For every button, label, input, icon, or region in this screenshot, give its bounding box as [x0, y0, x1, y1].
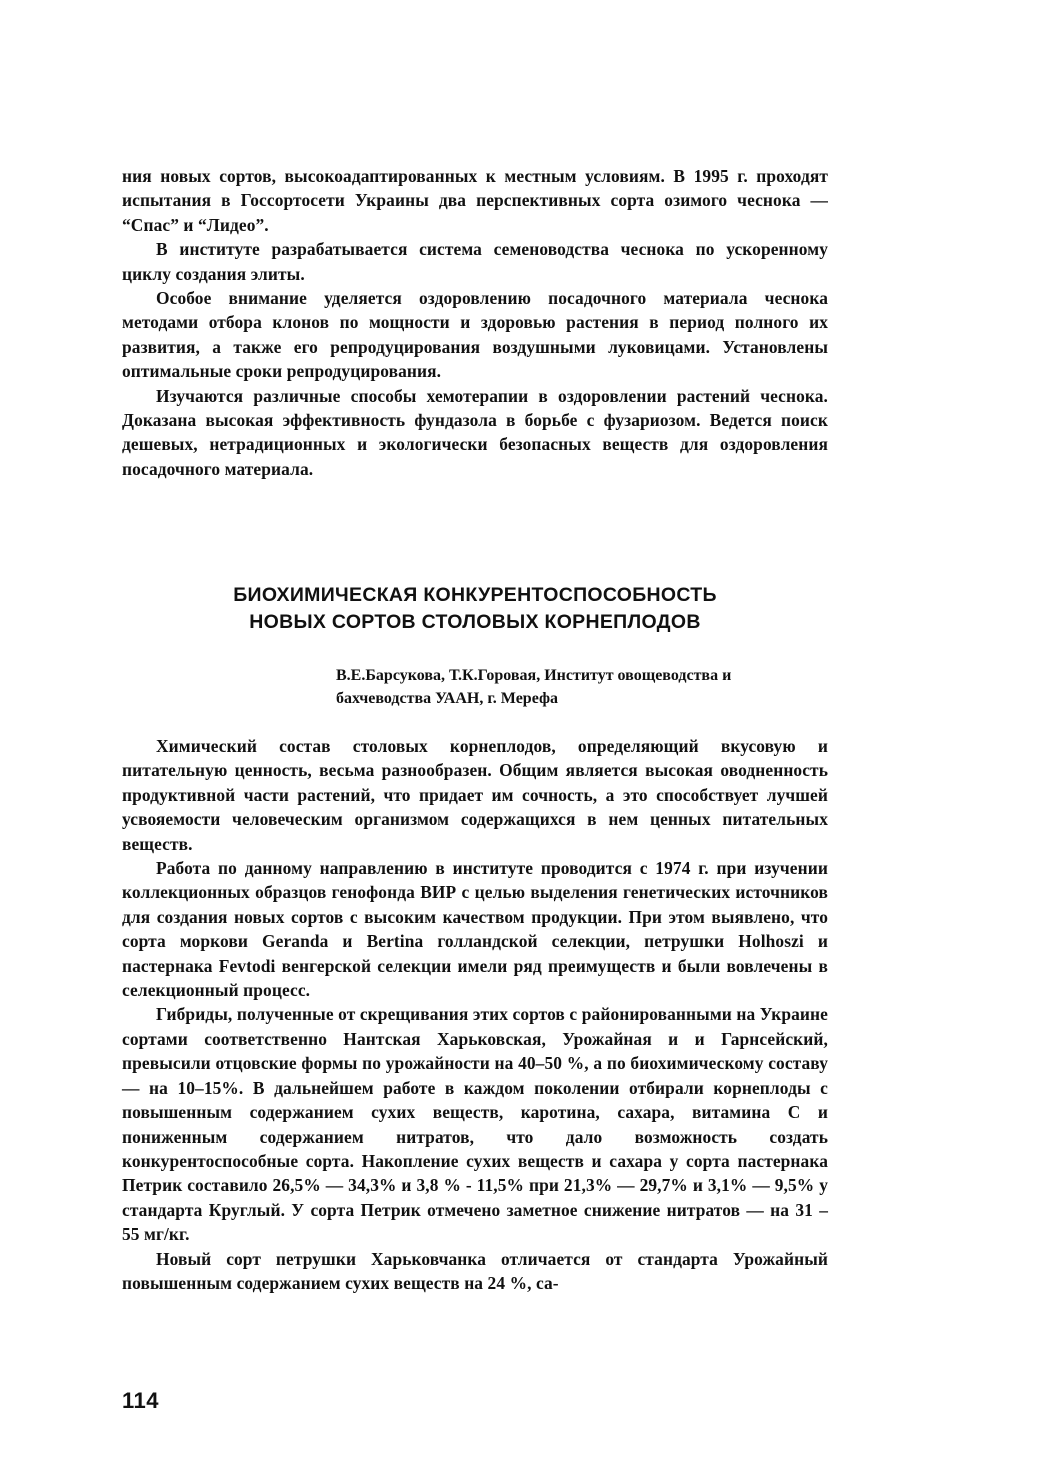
- page-number: 114: [122, 1388, 159, 1413]
- paragraph: ния новых сортов, высокоадаптированных к местным условиям. В 1995 г. проходят испытания в Госсортосети Украины два перспективных сорта озимого чеснока — “Спас” и “Лидео”.: [122, 166, 828, 235]
- paragraph: Новый сорт петрушки Харьковчанка отличается от стандарта Урожайный повышенным содержанием сухих веществ на 24 %, са-: [122, 1248, 828, 1293]
- article-body: [122, 734, 828, 1295]
- paragraph: Работа по данному направлению в институте проводится с 1974 г. при изучении коллекционных образцов генофонда ВИР с целью выделения генетических источников для создания новых сортов с высоким качеством продукции. При этом выявлено, что сорта моркови Geranda и Bertina голландской селекции, петрушки Holhoszi и пастернака Fevtodi венгерской селекции имели ряд преимуществ и были вовлечены в селекционный процесс.: [122, 858, 828, 1001]
- paragraph: Химический состав столовых корнеплодов, определяющий вкусовую и питательную ценность, весьма разнообразен. Общим является высокая оводненность продуктивной части растений, что придает им сочность, а это способствует лучшей усвояемости человеческим организмом содержащихся в нем ценных питательных веществ.: [122, 736, 828, 854]
- article-title-line: БИОХИМИЧЕСКАЯ КОНКУРЕНТОСПОСОБНОСТЬ: [233, 584, 717, 606]
- article-authors: В.Е.Барсукова, Т.К.Горовая, Институт овощеводства и бахчеводства УААН, г. Мерефа: [336, 667, 732, 707]
- article-title-line: НОВЫХ СОРТОВ СТОЛОВЫХ КОРНЕПЛОДОВ: [249, 611, 701, 633]
- article-title: [122, 582, 828, 636]
- paragraph: В институте разрабатывается система семеноводства чеснока по ускоренному циклу создания элиты.: [122, 239, 828, 284]
- paragraph: Особое внимание уделяется оздоровлению посадочного материала чеснока методами отбора клонов по мощности и здоровью растения в период полного их развития, а также его репродуцирования воздушными луковицами. Установлены оптимальные сроки репродуцирования.: [122, 288, 828, 382]
- previous-article-text: [122, 164, 828, 481]
- paragraph: Гибриды, полученные от скрещивания этих сортов с районированными на Украине сортами соответственно Нантская Харьковская, Урожайная и и Гарнсейский, превысили отцовские формы по урожайности на 40–50 %, а по биохимическому составу — на 10–15%. В дальнейшем работе в каждом поколении отбирали корнеплоды с повышенным содержанием сухих веществ, каротина, сахара, витамина С и пониженным содержанием нитратов, что дало возможность создать конкурентоспособные сорта. Накопление сухих веществ и сахара у сорта пастернака Петрик составило 26,5% — 34,3% и 3,8 % - 11,5% при 21,3% — 29,7% и 3,1% — 9,5% у стандарта Круглый. У сорта Петрик отмечено заметное снижение нитратов — на 31 – 55 мг/кг.: [122, 1004, 828, 1245]
- paragraph: Изучаются различные способы хемотерапии в оздоровлении растений чеснока. Доказана высокая эффективность фундазола в борьбе с фузариозом. Ведется поиск дешевых, нетрадиционных и экологически безопасных веществ для оздоровления посадочного материала.: [122, 385, 828, 479]
